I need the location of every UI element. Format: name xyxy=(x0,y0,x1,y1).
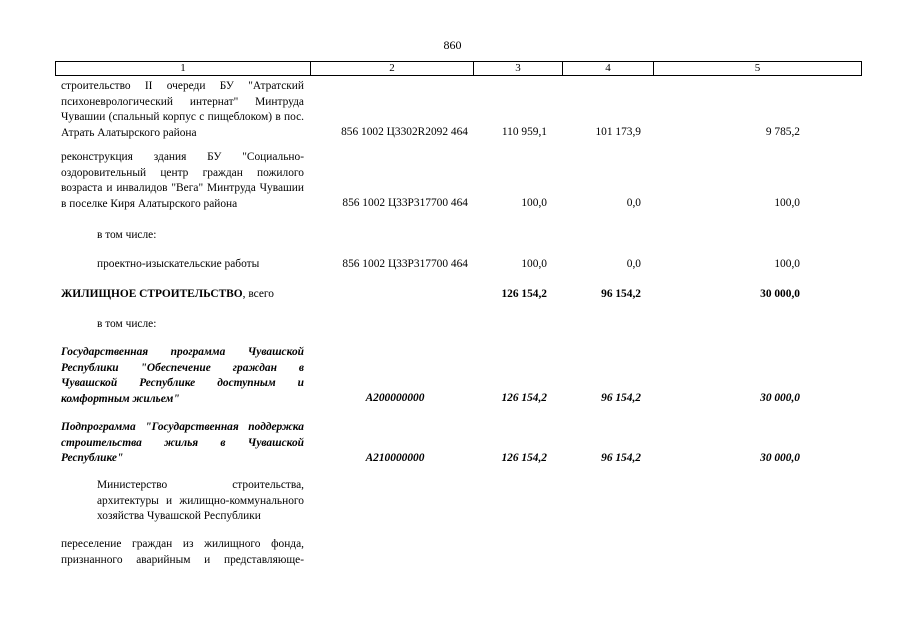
row-value-col5: 100,0 xyxy=(774,197,800,209)
row-description: в том числе: xyxy=(97,318,157,330)
row-description: реконструкция здания БУ "Социально-оздоровительный центр граждан пожилого возраста и инвалидов "Вега" Минтруда Чувашии в поселке Киря Алатырского района xyxy=(61,151,304,210)
row-value-col3: 100,0 xyxy=(521,197,547,209)
row-value-col4: 96 154,2 xyxy=(601,452,641,464)
row-value-col4: 0,0 xyxy=(626,258,641,270)
column-header-row xyxy=(55,61,862,76)
row-value-col5: 100,0 xyxy=(774,258,800,270)
header-col-5: 5 xyxy=(654,62,862,76)
row-value-col5: 30 000,0 xyxy=(760,452,800,464)
row-description: переселение граждан из жилищного фонда, признанного аварийным и представляюще- xyxy=(61,538,304,566)
row-code: 856 1002 Ц33Р317700 464 xyxy=(342,197,468,209)
header-col-4: 4 xyxy=(563,62,654,76)
row-description: Подпрограмма "Государственная поддержка строительства жилья в Чувашской Республике" xyxy=(61,421,304,464)
row-description xyxy=(61,287,304,303)
row-value-col5: 9 785,2 xyxy=(765,126,800,138)
row-value-col5: 30 000,0 xyxy=(760,392,800,404)
header-col-3: 3 xyxy=(474,62,563,76)
row-value-col4: 0,0 xyxy=(626,197,641,209)
row-description: в том числе: xyxy=(97,229,157,241)
section-title-suffix: , всего xyxy=(242,288,274,300)
row-value-col3: 110 959,1 xyxy=(501,126,547,138)
header-col-2: 2 xyxy=(311,62,474,76)
row-description: строительство II очереди БУ "Атратский психоневрологический интернат" Минтруда Чувашии (спальный корпус с пищеблоком) в пос. Атрать Алатырского района xyxy=(61,80,304,139)
section-title: ЖИЛИЩНОЕ СТРОИТЕЛЬСТВО xyxy=(61,288,243,300)
row-code: 856 1002 Ц33Р317700 464 xyxy=(342,258,468,270)
row-code: А210000000 xyxy=(365,452,425,464)
row-description: проектно-изыскательские работы xyxy=(97,258,260,270)
row-value-col4: 96 154,2 xyxy=(601,288,641,300)
row-value-col3: 126 154,2 xyxy=(501,392,547,404)
header-col-1: 1 xyxy=(56,62,311,76)
row-description: Министерство строительства, архитектуры и жилищно-коммунального хозяйства Чувашской Республики xyxy=(97,479,304,522)
page-number: 860 xyxy=(443,38,462,52)
row-value-col4: 96 154,2 xyxy=(601,392,641,404)
row-description: Государственная программа Чувашской Республики "Обеспечение граждан в Чувашской Республике доступным и комфортным жильем" xyxy=(61,346,304,405)
row-value-col3: 100,0 xyxy=(521,258,547,270)
row-value-col4: 101 173,9 xyxy=(595,126,641,138)
row-value-col3: 126 154,2 xyxy=(501,288,547,300)
row-value-col3: 126 154,2 xyxy=(501,452,547,464)
row-code: А200000000 xyxy=(365,392,425,404)
row-value-col5: 30 000,0 xyxy=(760,288,800,300)
row-code: 856 1002 Ц3302R2092 464 xyxy=(341,126,468,138)
